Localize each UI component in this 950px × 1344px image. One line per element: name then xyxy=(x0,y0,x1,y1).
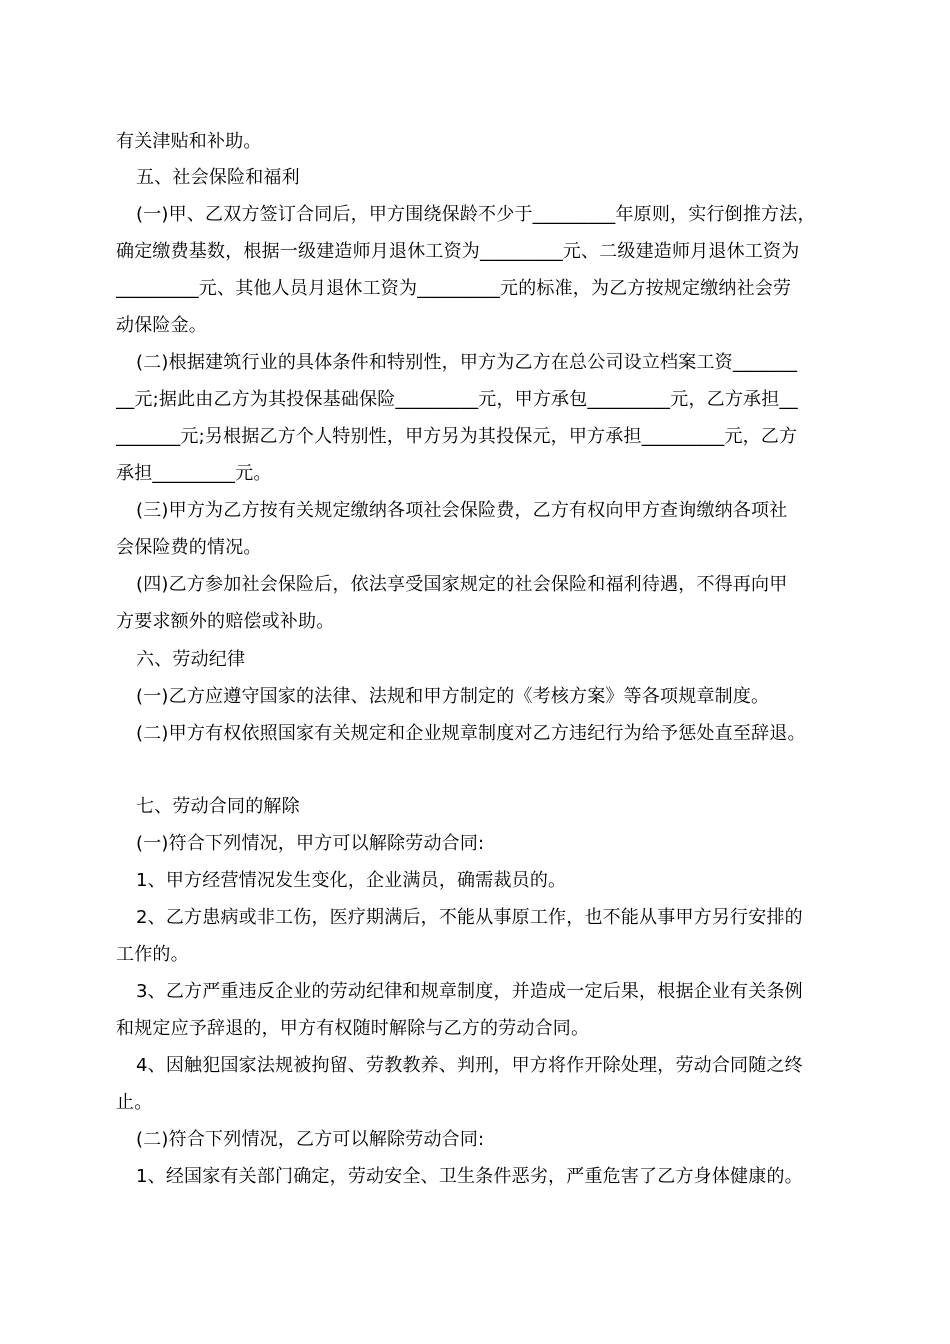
text-line: (一)符合下列情况，甲方可以解除劳动合同: xyxy=(136,833,485,854)
text-line: 和规定应予辞退的，甲方有权随时解除与乙方的劳动合同。 xyxy=(116,1018,590,1039)
text-line: 会保险费的情况。 xyxy=(116,537,262,558)
text-line: (二)甲方有权依照国家有关规定和企业规章制度对乙方违纪行为给予惩处直至辞退。 xyxy=(136,723,806,744)
text-line: 1、经国家有关部门确定，劳动安全、卫生条件恶劣，严重危害了乙方身体健康的。 xyxy=(136,1166,803,1187)
text-line: 方要求额外的赔偿或补助。 xyxy=(116,611,335,632)
section-heading: 六、劳动纪律 xyxy=(136,649,246,670)
text-line: 工作的。 xyxy=(116,944,189,965)
text-line: (一)乙方应遵守国家的法律、法规和甲方制定的《考核方案》等各项规章制度。 xyxy=(136,686,770,707)
text-line: 止。 xyxy=(116,1092,153,1113)
text-line: 1、甲方经营情况发生变化，企业满员，确需裁员的。 xyxy=(136,870,567,891)
text-line: 有关津贴和补助。 xyxy=(116,131,262,152)
text-line: 2、乙方患病或非工伤，医疗期满后，不能从事原工作，也不能从事甲方另行安排的 xyxy=(136,907,803,928)
section-heading: 七、劳动合同的解除 xyxy=(136,796,300,817)
text-line: _______元;另根据乙方个人特别性，甲方另为其投保元，甲方承担_________元，乙方 xyxy=(116,426,798,447)
text-line: 3、乙方严重违反企业的劳动纪律和规章制度，并造成一定后果，根据企业有关条例 xyxy=(136,981,803,1002)
text-line: (二)根据建筑行业的具体条件和特别性，甲方为乙方在总公司设立档案工资_______ xyxy=(136,352,798,373)
text-line: (二)符合下列情况，乙方可以解除劳动合同: xyxy=(136,1129,485,1150)
text-line: 4、因触犯国家法规被拘留、劳教教养、判刑，甲方将作开除处理，劳动合同随之终 xyxy=(136,1055,803,1076)
text-line: 动保险金。 xyxy=(116,315,207,336)
text-line: __元;据此由乙方为其投保基础保险_________元，甲方承包_________元，乙方承担__ xyxy=(116,389,798,410)
text-line: (一)甲、乙双方签订合同后，甲方围绕保龄不少于_________年原则，实行倒推方法， xyxy=(136,204,816,225)
text-line: 承担_________元。 xyxy=(116,463,272,484)
section-heading: 五、社会保险和福利 xyxy=(136,167,300,188)
text-line: 确定缴费基数，根据一级建造师月退休工资为_________元、二级建造师月退休工资为 xyxy=(116,241,800,262)
text-line: (三)甲方为乙方按有关规定缴纳各项社会保险费，乙方有权向甲方查询缴纳各项社 xyxy=(136,500,788,521)
text-line: (四)乙方参加社会保险后，依法享受国家规定的社会保险和福利待遇，不得再向甲 xyxy=(136,574,788,595)
text-line: _________元、其他人员月退休工资为_________元的标准，为乙方按规定缴纳社会劳 xyxy=(116,278,792,299)
